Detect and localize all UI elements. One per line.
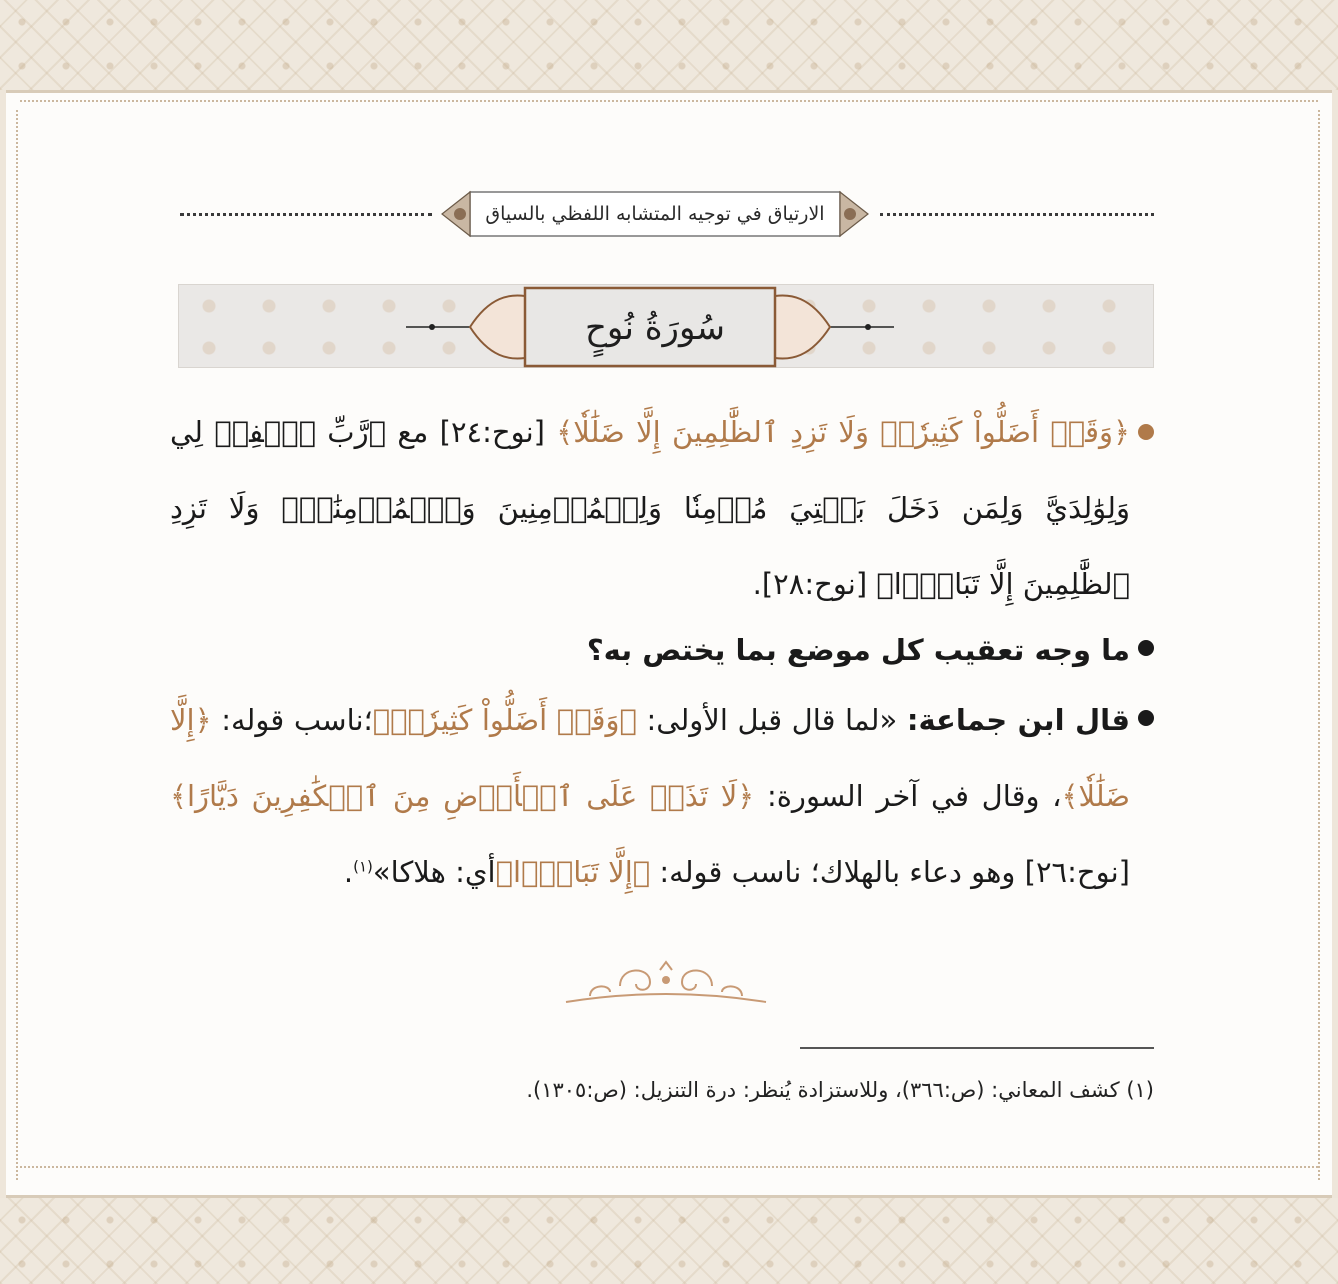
quote-text-2: ؛ناسب قوله:: [221, 703, 373, 737]
quote-ref-3: [نوح:٢٦]: [1024, 855, 1130, 889]
question-text: ما وجه تعقيب كل موضع بما يختص به؟: [586, 633, 1130, 667]
bullet-accent: [1138, 424, 1154, 440]
paragraph-verse-comparison: [170, 394, 1130, 622]
quote-end: .: [343, 855, 354, 889]
quote-verse-1: ﴿وَقَدۡ أَضَلُّواْ كَثِيرٗاۖ﴾: [372, 703, 637, 737]
question-paragraph: [170, 612, 1130, 688]
quote-paragraph: [170, 682, 1130, 910]
bullet-dark: [1138, 640, 1154, 656]
right-border-dots: [16, 110, 18, 1180]
top-border-dots: [20, 100, 1318, 102]
header-dotted-line-right: [880, 213, 1154, 216]
quote-verse-4: ﴿إِلَّا تَبَارَۢا﴾: [495, 855, 651, 889]
footnote-marker[interactable]: (١): [353, 857, 373, 876]
flourish-divider-icon: [560, 956, 772, 1010]
header-dotted-line-left: [180, 213, 432, 216]
verse-1: ﴿وَقَدۡ أَضَلُّواْ كَثِيرٗاۖ وَلَا تَزِدِ ٱلظَّٰلِمِينَ إِلَّا ضَلَٰلٗا﴾: [556, 415, 1131, 449]
section-divider: [560, 956, 772, 1010]
bottom-ornamental-band: [0, 1198, 1338, 1284]
left-border-dots: [1318, 110, 1320, 1180]
quote-text-1: «لما قال قبل الأولى:: [646, 703, 898, 737]
quote-verse-2: ﴿إِلَّا ضَلَٰلٗا﴾: [170, 703, 1131, 813]
verse-2: ﴿رَّبِّ ٱغۡفِرۡ لِي وَلِوَٰلِدَيَّ وَلِمَن دَخَلَ بَيۡتِيَ مُؤۡمِنٗا وَلِلۡمُؤۡمِنِينَ وَٱلۡمُؤۡمِنَٰتِۖ وَلَا تَزِدِ ٱلظَّٰلِمِينَ إِلَّا تَبَارَۢا﴾: [170, 415, 1130, 601]
quote-text-5: أي: هلاكا»: [372, 855, 496, 889]
quote-text-3: ، وقال في آخر السورة:: [766, 779, 1062, 813]
top-ornamental-band: [0, 0, 1338, 90]
quote-text-4: وهو دعاء بالهلاك؛ ناسب قوله:: [659, 855, 1016, 889]
conjunction: مع: [397, 415, 429, 449]
quote-verse-3: ﴿لَا تَذَرۡ عَلَى ٱلۡأَرۡضِ مِنَ ٱلۡكَٰفِرِينَ دَيَّارًا﴾: [170, 779, 755, 813]
bullet-dark: [1138, 710, 1154, 726]
verse-ref-1: [نوح:٢٤]: [439, 415, 545, 449]
footnote-text: (١) كشف المعاني: (ص:٣٦٦)، وللاستزادة يُنظر: درة التنزيل: (ص:١٣٠٥).: [526, 1078, 1154, 1102]
verse-ref-2: [نوح:٢٨].: [752, 567, 868, 601]
running-header-title: الارتياق في توجيه المتشابه اللفظي بالسياق: [485, 203, 825, 225]
speaker-label: قال ابن جماعة:: [906, 703, 1131, 737]
surah-title: سُورَةُ نُوحٍ: [584, 308, 726, 348]
footnote-rule: [800, 1047, 1154, 1049]
bottom-border-dots: [20, 1166, 1318, 1168]
